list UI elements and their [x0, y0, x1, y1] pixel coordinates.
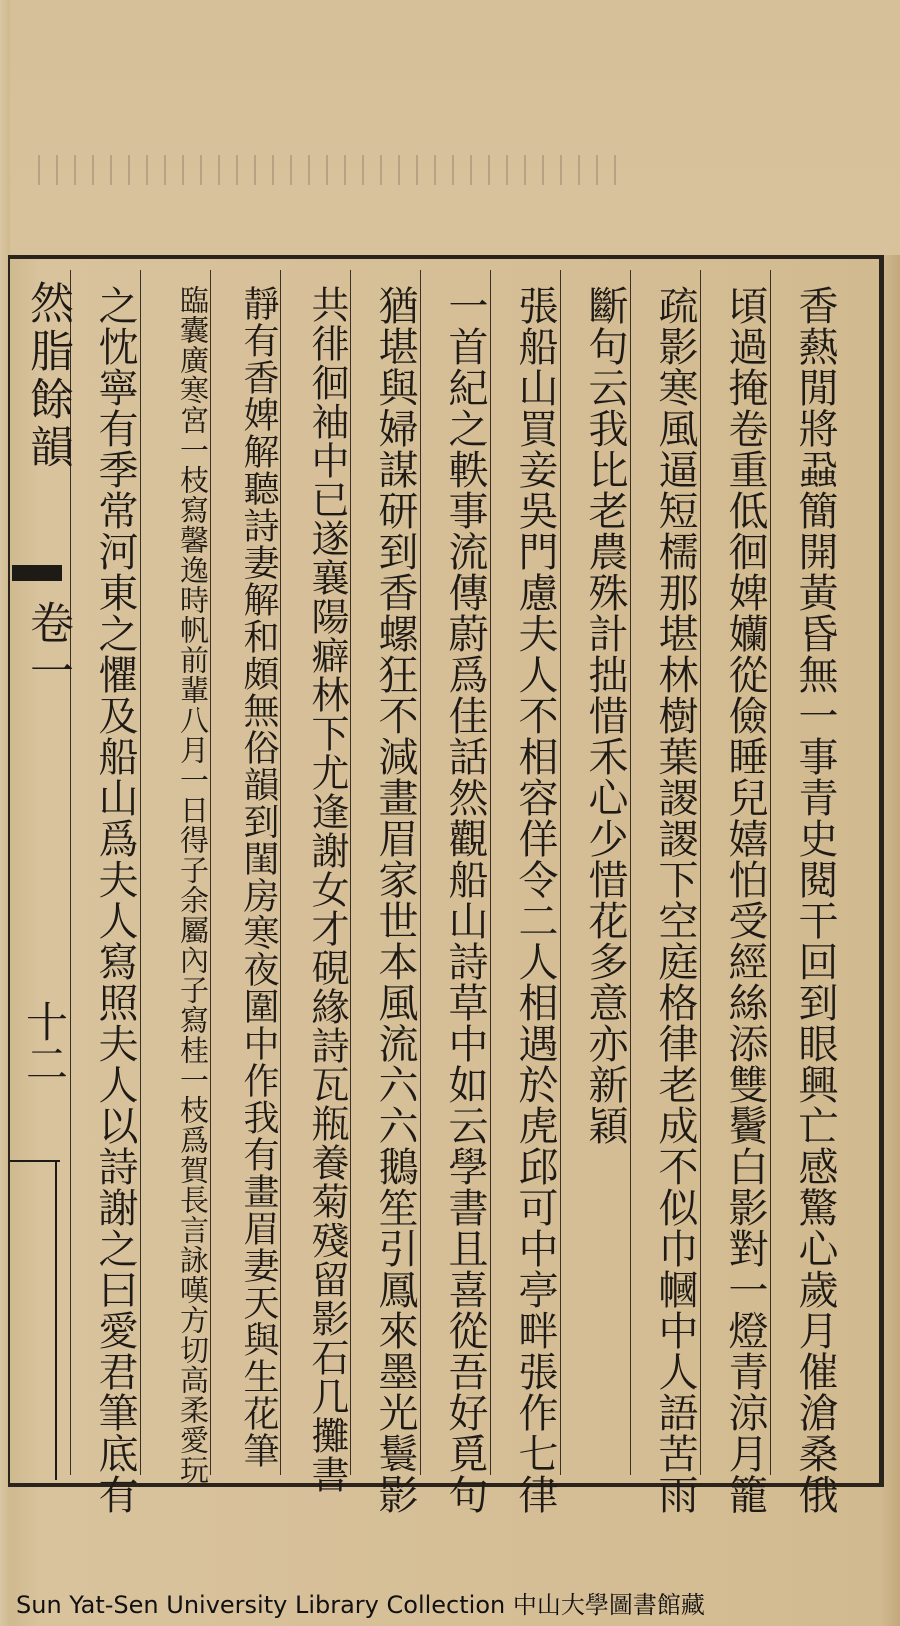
text-column-6: 一首紀之軼事流傳蔚爲佳話然觀船山詩草中如云學書且喜從吾好覓句 [442, 285, 488, 1515]
column-rule [210, 270, 211, 1475]
column-rule [350, 270, 351, 1475]
column-rule [140, 270, 141, 1475]
upper-blank-margin [10, 0, 900, 255]
page-number: 十二 [20, 1000, 69, 1084]
column-rule [280, 270, 281, 1475]
fish-tail-mark [12, 565, 62, 581]
column-rule [490, 270, 491, 1475]
margin-rule [10, 1160, 60, 1162]
book-title-text: 然脂餘韻 [22, 280, 73, 472]
text-column-7: 猶堪與婦謀研到香螺狂不減畫眉家世本風流六六鵝笙引鳳來墨光鬟影 [372, 285, 418, 1515]
text-column-8: 共徘徊袖中已遂襄陽癖林下尤逢謝女才硯緣詩瓦瓶養菊殘留影石几攤書 [305, 285, 349, 1494]
text-column-11: 之忱寧有季常河東之懼及船山爲夫人寫照夫人以詩謝之曰愛君筆底有 [92, 285, 138, 1515]
ink-bleed-through [30, 155, 630, 185]
book-title [12, 280, 72, 472]
column-rule [420, 270, 421, 1475]
column-rule [560, 270, 561, 1475]
column-rule [770, 270, 771, 1475]
text-column-5: 張船山買妾吳門慮夫人不相容佯令二人相遇於虎邱可中亭畔張作七律 [512, 285, 558, 1515]
column-rule [630, 270, 631, 1475]
text-column-2: 頃過掩卷重低徊婢孏從儉睡兒嬉怕受經絲添雙鬢白影對一燈青涼月籠 [722, 285, 768, 1515]
text-column-3: 疏影寒風逼短檽那堪林樹葉謖謖下空庭格律老成不似巾幗中人語苦雨 [652, 285, 698, 1515]
column-rule [700, 270, 701, 1475]
juan-label: 卷一 [22, 600, 73, 696]
text-column-10: 臨囊廣寒宮一枝寫馨逸時帆前輩八月一日得子余屬內子寫桂一枝爲賀長言詠嘆方切高柔愛玩 [176, 285, 210, 1485]
margin-vertical-rule [55, 1160, 57, 1480]
text-column-1: 香爇閒將蝨簡開黃昏無一事青史閱干回到眼興亡感驚心歲月催滄桑俄 [792, 285, 838, 1515]
text-column-4: 斷句云我比老農殊計拙惜禾心少惜花多意亦新穎 [582, 285, 628, 1146]
text-column-9: 靜有香婢解聽詩妻解和頗無俗韻到閨房寒夜圍中作我有畫眉妻天與生花筆 [238, 285, 279, 1469]
library-watermark: Sun Yat-Sen University Library Collection 中山大學圖書館藏 [16, 1591, 705, 1619]
